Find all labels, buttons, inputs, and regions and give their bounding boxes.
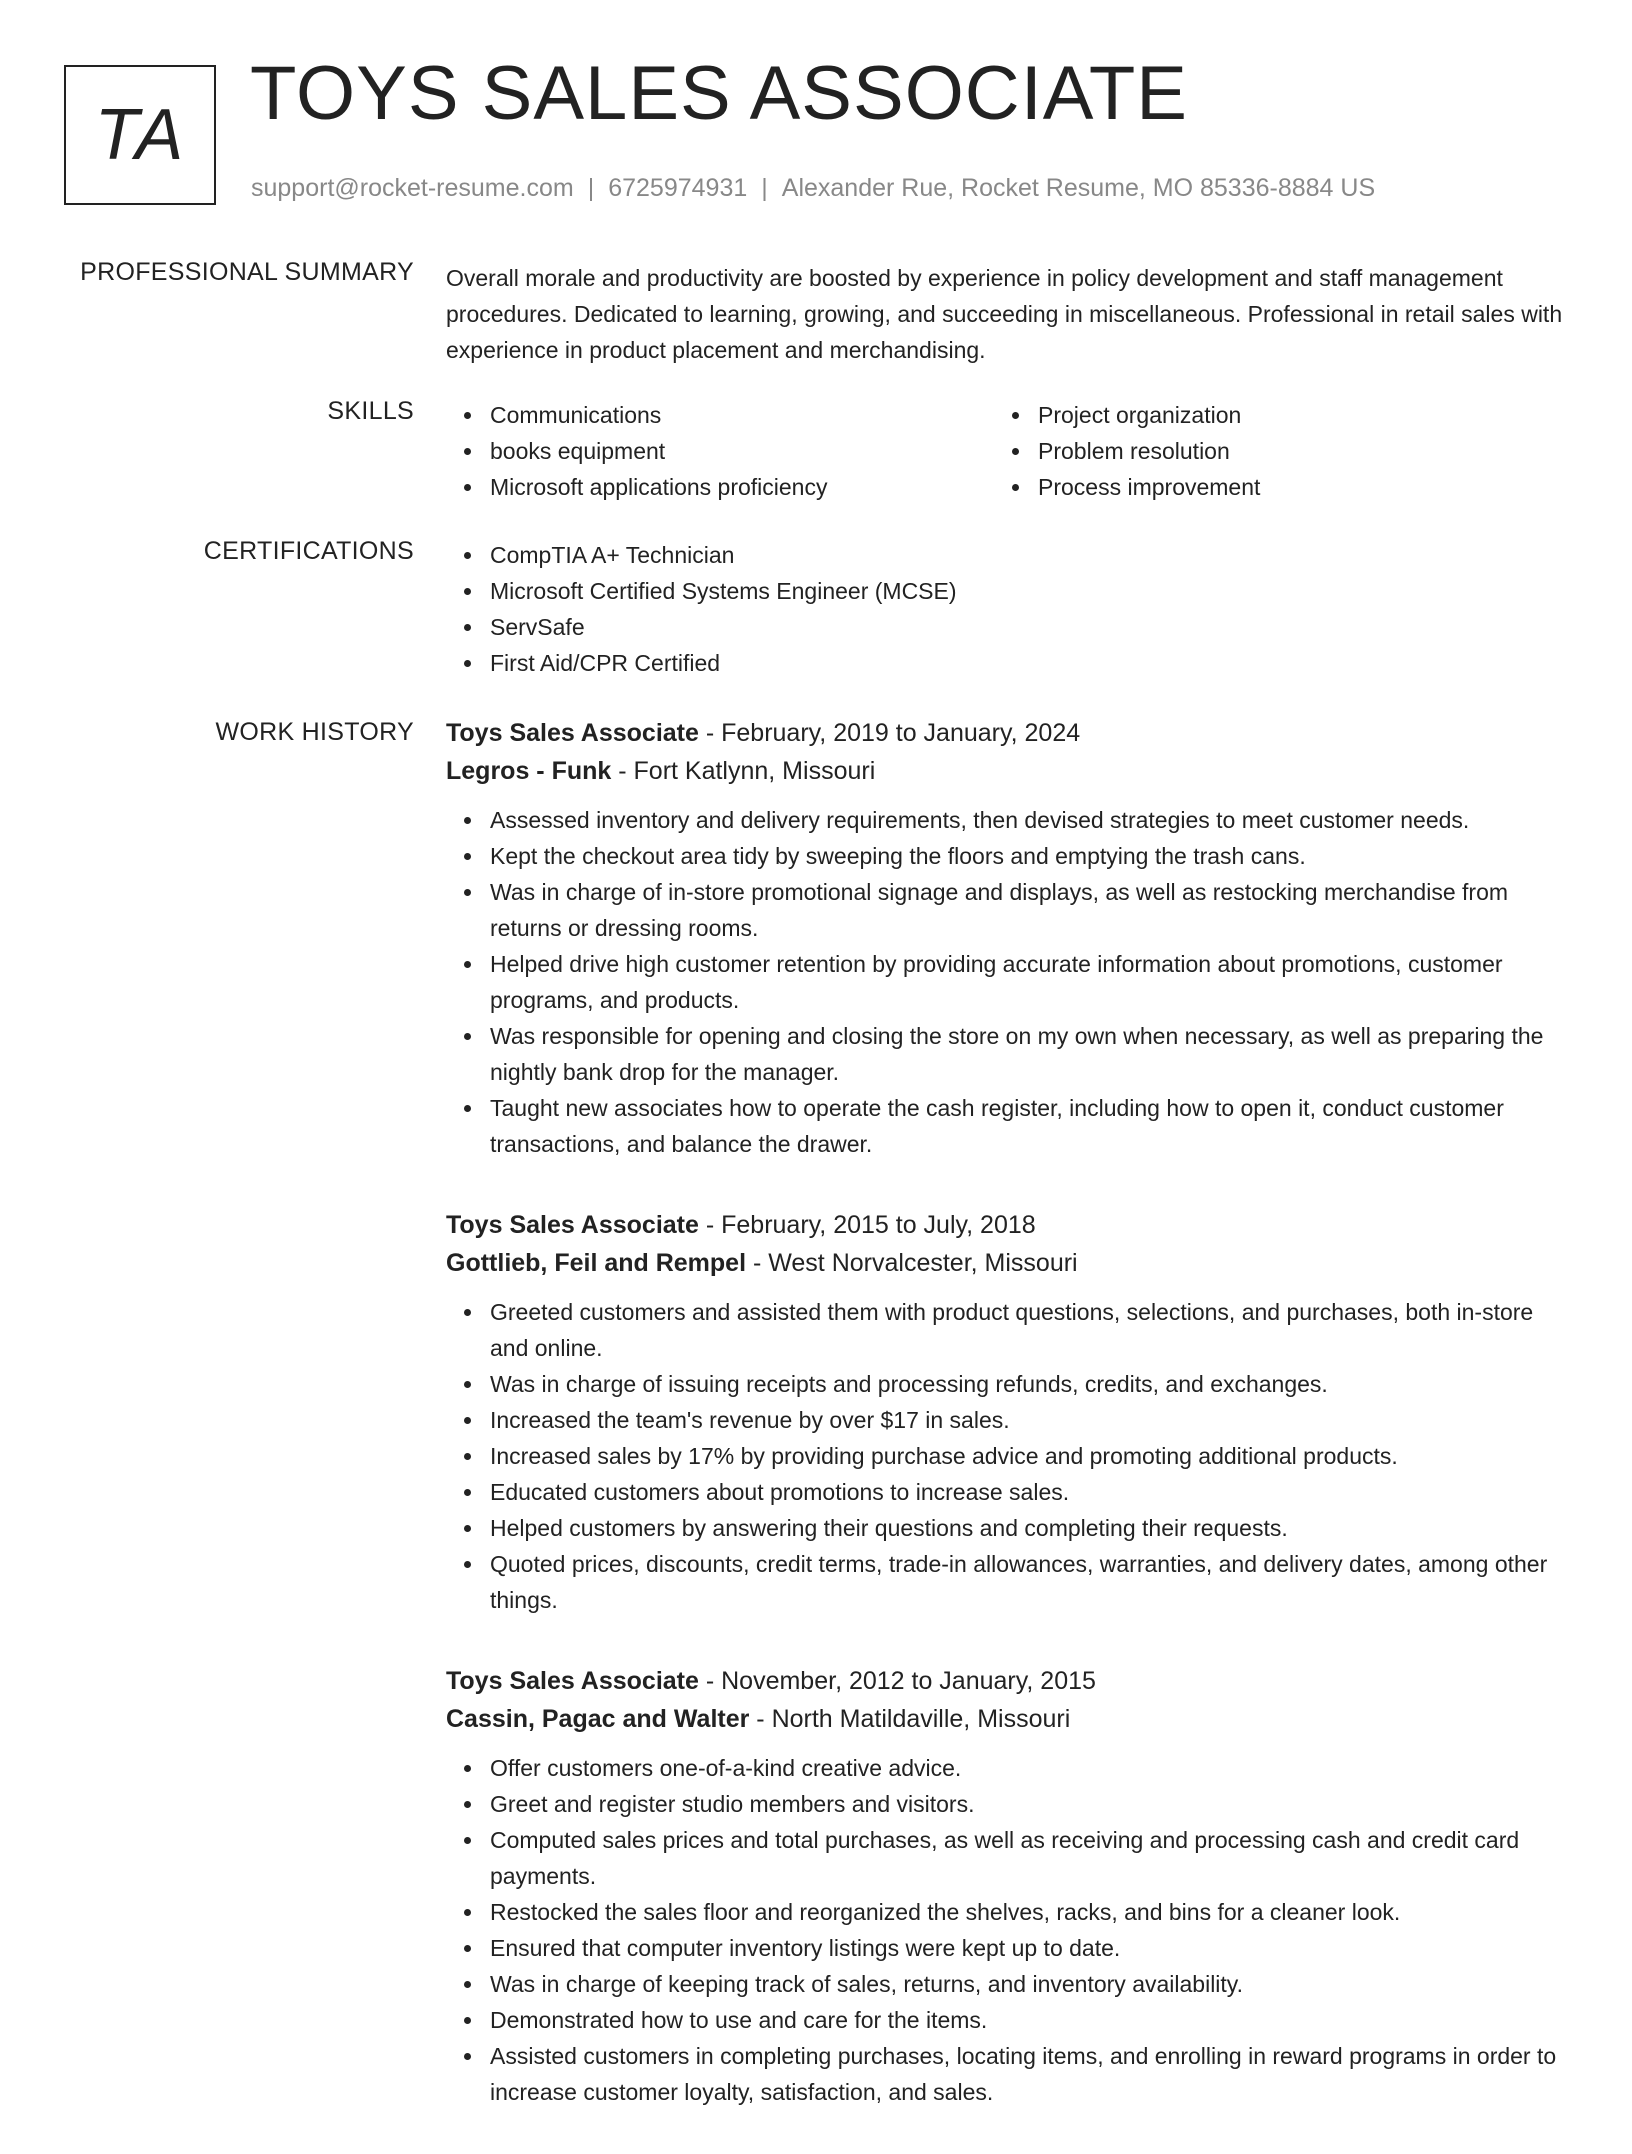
job-company-line bbox=[446, 752, 1566, 790]
contact-address: Alexander Rue, Rocket Resume, MO 85336-8884 US bbox=[781, 174, 1376, 202]
job-dates: - November, 2012 to January, 2015 bbox=[698, 1667, 1096, 1695]
job-company: Legros - Funk bbox=[446, 757, 612, 785]
monogram-logo: TA bbox=[64, 65, 216, 205]
job-location: - West Norvalcester, Missouri bbox=[746, 1249, 1078, 1277]
list-item: First Aid/CPR Certified bbox=[490, 645, 1566, 681]
list-item: Greeted customers and assisted them with product questions, selections, and purchases, both in-store and online. bbox=[490, 1294, 1566, 1366]
list-item: Was in charge of issuing receipts and processing refunds, credits, and exchanges. bbox=[490, 1366, 1566, 1402]
skills-column-left bbox=[446, 397, 994, 505]
job-title: Toys Sales Associate bbox=[446, 1211, 699, 1239]
job-entry bbox=[446, 1662, 1566, 2110]
skills-grid bbox=[446, 397, 1566, 505]
job-title-line bbox=[446, 1206, 1566, 1244]
contact-separator: | bbox=[587, 174, 595, 202]
list-item: Was responsible for opening and closing the store on my own when necessary, as well as preparing the nightly bank drop for the manager. bbox=[490, 1018, 1566, 1090]
list-item: Helped customers by answering their questions and completing their requests. bbox=[490, 1510, 1566, 1546]
list-item: Kept the checkout area tidy by sweeping the floors and emptying the trash cans. bbox=[490, 838, 1566, 874]
job-bullets bbox=[446, 802, 1566, 1162]
list-item: Microsoft applications proficiency bbox=[490, 469, 994, 505]
job-entry bbox=[446, 1206, 1566, 1618]
job-company: Cassin, Pagac and Walter bbox=[446, 1705, 750, 1733]
skills-list-right bbox=[994, 397, 1542, 505]
list-item: Was in charge of in-store promotional signage and displays, as well as restocking merchandise from returns or dressing rooms. bbox=[490, 874, 1566, 946]
list-item: Taught new associates how to operate the cash register, including how to open it, conduct customer transactions, and balance the drawer. bbox=[490, 1090, 1566, 1162]
job-company-line bbox=[446, 1244, 1566, 1282]
list-item: Greet and register studio members and visitors. bbox=[490, 1786, 1566, 1822]
job-bullets bbox=[446, 1750, 1566, 2110]
job-dates: - February, 2015 to July, 2018 bbox=[698, 1211, 1036, 1239]
list-item: Ensured that computer inventory listings were kept up to date. bbox=[490, 1930, 1566, 1966]
list-item: ServSafe bbox=[490, 609, 1566, 645]
job-company-line bbox=[446, 1700, 1566, 1738]
job-bullets bbox=[446, 1294, 1566, 1618]
job-location: - Fort Katlynn, Missouri bbox=[611, 757, 876, 785]
list-item: Increased sales by 17% by providing purchase advice and promoting additional products. bbox=[490, 1438, 1566, 1474]
skills-column-right bbox=[994, 397, 1542, 505]
certifications-body bbox=[446, 537, 1566, 681]
job-title-line bbox=[446, 714, 1566, 752]
contact-email: support@rocket-resume.com bbox=[251, 174, 574, 202]
job-entry bbox=[446, 714, 1566, 1162]
summary-label: PROFESSIONAL SUMMARY bbox=[80, 258, 414, 286]
job-title: Toys Sales Associate bbox=[446, 1667, 699, 1695]
job-location: - North Matildaville, Missouri bbox=[749, 1705, 1071, 1733]
list-item: Increased the team's revenue by over $17 in sales. bbox=[490, 1402, 1566, 1438]
skills-body bbox=[446, 397, 1566, 505]
skills-list-left bbox=[446, 397, 994, 505]
certifications-list bbox=[446, 537, 1566, 681]
job-company: Gottlieb, Feil and Rempel bbox=[446, 1249, 747, 1277]
list-item: Assisted customers in completing purchases, locating items, and enrolling in reward programs in order to increase customer loyalty, satisfaction, and sales. bbox=[490, 2038, 1566, 2110]
work-history-body bbox=[446, 714, 1566, 2154]
list-item: Demonstrated how to use and care for the items. bbox=[490, 2002, 1566, 2038]
contact-phone: 6725974931 bbox=[608, 174, 748, 202]
list-item: Was in charge of keeping track of sales, returns, and inventory availability. bbox=[490, 1966, 1566, 2002]
list-item: Project organization bbox=[1038, 397, 1542, 433]
contact-line bbox=[251, 174, 1375, 203]
list-item: Quoted prices, discounts, credit terms, trade-in allowances, warranties, and delivery dates, among other things. bbox=[490, 1546, 1566, 1618]
list-item: Offer customers one-of-a-kind creative advice. bbox=[490, 1750, 1566, 1786]
list-item: Microsoft Certified Systems Engineer (MCSE) bbox=[490, 573, 1566, 609]
list-item: Assessed inventory and delivery requirements, then devised strategies to meet customer needs. bbox=[490, 802, 1566, 838]
summary-text: Overall morale and productivity are boosted by experience in policy development and staff management procedures. Dedicated to learning, growing, and succeeding in miscellaneous. Professional in retail sales with experience in product placement and merchandising. bbox=[446, 265, 1563, 363]
list-item: Computed sales prices and total purchases, as well as receiving and processing cash and credit card payments. bbox=[490, 1822, 1566, 1894]
job-title: Toys Sales Associate bbox=[446, 719, 699, 747]
list-item: Problem resolution bbox=[1038, 433, 1542, 469]
certifications-label: CERTIFICATIONS bbox=[203, 537, 414, 565]
list-item: books equipment bbox=[490, 433, 994, 469]
list-item: Process improvement bbox=[1038, 469, 1542, 505]
job-title-line bbox=[446, 1662, 1566, 1700]
resume-title: TOYS SALES ASSOCIATE bbox=[250, 51, 1188, 136]
list-item: Restocked the sales floor and reorganized the shelves, racks, and bins for a cleaner look. bbox=[490, 1894, 1566, 1930]
list-item: Helped drive high customer retention by providing accurate information about promotions, customer programs, and products. bbox=[490, 946, 1566, 1018]
job-dates: - February, 2019 to January, 2024 bbox=[698, 719, 1081, 747]
work-history-label: WORK HISTORY bbox=[215, 718, 414, 746]
list-item: Communications bbox=[490, 397, 994, 433]
list-item: Educated customers about promotions to increase sales. bbox=[490, 1474, 1566, 1510]
list-item: CompTIA A+ Technician bbox=[490, 537, 1566, 573]
summary-body bbox=[446, 260, 1566, 368]
skills-label: SKILLS bbox=[327, 397, 414, 425]
contact-separator: | bbox=[761, 174, 768, 202]
